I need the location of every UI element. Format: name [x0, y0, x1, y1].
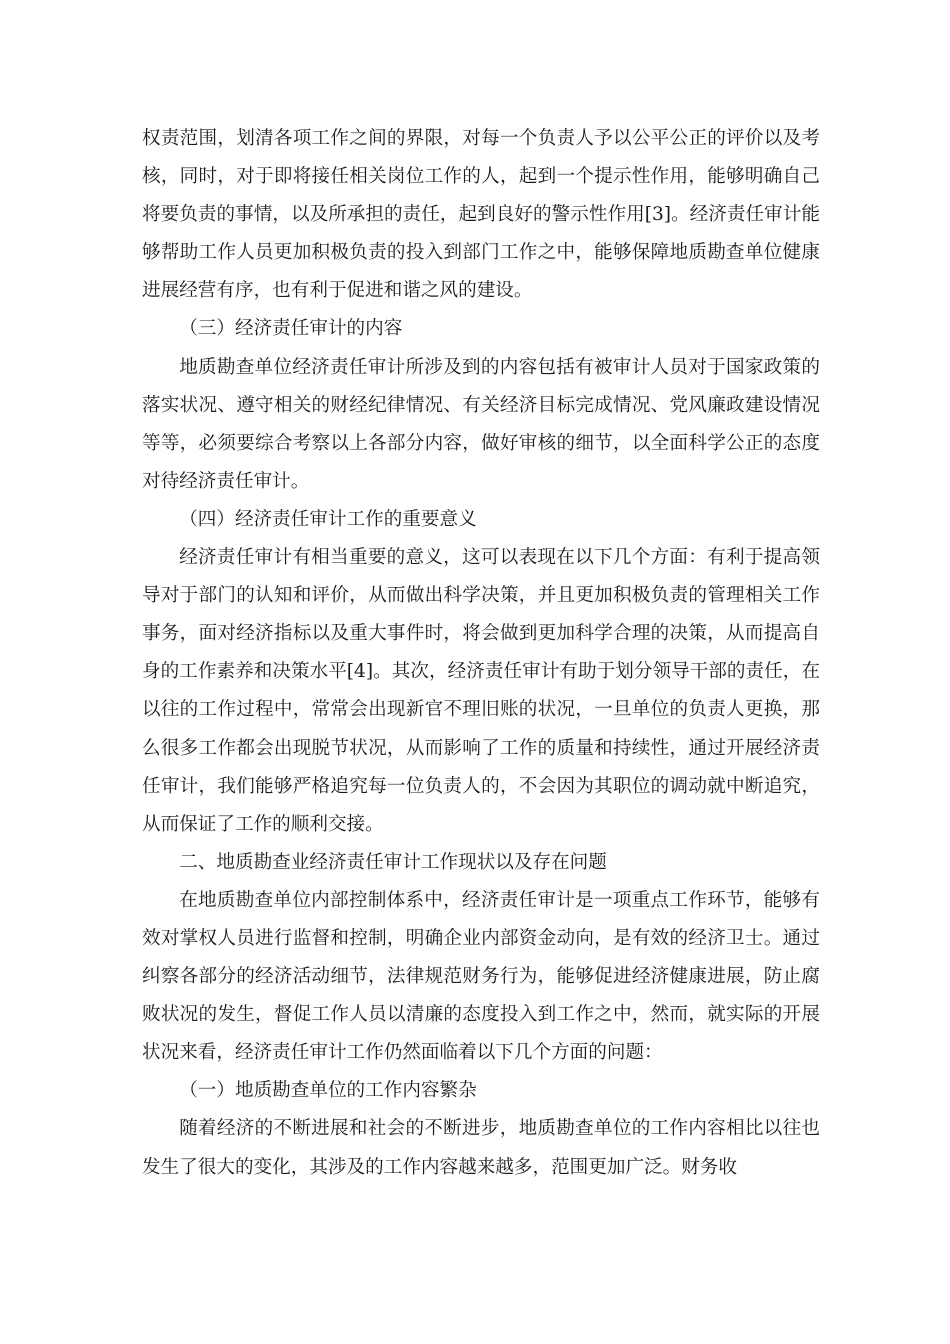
chapter-heading-status: 二、地质勘查业经济责任审计工作现状以及存在问题 — [179, 851, 607, 873]
paragraph-content: 地质勘查单位经济责任审计所涉及到的内容包括有被审计人员对于国家政策的落实状况、遵守相关的财经纪律情况、有关经济目标完成情况、党风廉政建设情况等等，必须要综合考察以上各部分内容，做好审核的细节，以全面科学公正的态度对待经济责任审计。 — [142, 356, 820, 492]
section-heading-complexity: （一）地质勘查单位的工作内容繁杂 — [179, 1080, 477, 1102]
paragraph-continuation: 权责范围，划清各项工作之间的界限，对每一个负责人予以公平公正的评价以及考核，同时，对于即将接任相关岗位工作的人，起到一个提示性作用，能够明确自己将要负责的事情，以及所承担的责任，起到良好的警示性作用[3]。经济责任审计能够帮助工作人员更加积极负责的投入到部门工作之中，能够保障地质勘查单位健康进展经营有序，也有利于促进和谐之风的建设。 — [142, 128, 820, 302]
section-heading-content: （三）经济责任审计的内容 — [179, 318, 403, 340]
paragraph-complexity: 随着经济的不断进展和社会的不断进步，地质勘查单位的工作内容相比以往也发生了很大的变化，其涉及的工作内容越来越多，范围更加广泛。财务收 — [142, 1118, 820, 1178]
paragraph-significance: 经济责任审计有相当重要的意义，这可以表现在以下几个方面：有利于提高领导对于部门的认知和评价，从而做出科学决策，并且更加积极负责的管理相关工作事务，面对经济指标以及重大事件时，将会做到更加科学合理的决策，从而提高自身的工作素养和决策水平[4]。其次，经济责任审计有助于划分领导干部的责任，在以往的工作过程中，常常会出现新官不理旧账的状况，一旦单位的负责人更换，那么很多工作都会出现脱节状况，从而影响了工作的质量和持续性，通过开展经济责任审计，我们能够严格追究每一位负责人的，不会因为其职位的调动就中断追究，从而保证了工作的顺利交接。 — [142, 547, 820, 835]
section-heading-significance: （四）经济责任审计工作的重要意义 — [179, 508, 477, 530]
document-page — [142, 120, 820, 1187]
paragraph-status: 在地质勘查单位内部控制体系中，经济责任审计是一项重点工作环节，能够有效对掌权人员进行监督和控制，明确企业内部资金动向，是有效的经济卫士。通过纠察各部分的经济活动细节，法律规范财务行为，能够促进经济健康进展，防止腐败状况的发生，督促工作人员以清廉的态度投入到工作之中，然而，就实际的开展状况来看，经济责任审计工作仍然面临着以下几个方面的问题： — [142, 889, 820, 1064]
